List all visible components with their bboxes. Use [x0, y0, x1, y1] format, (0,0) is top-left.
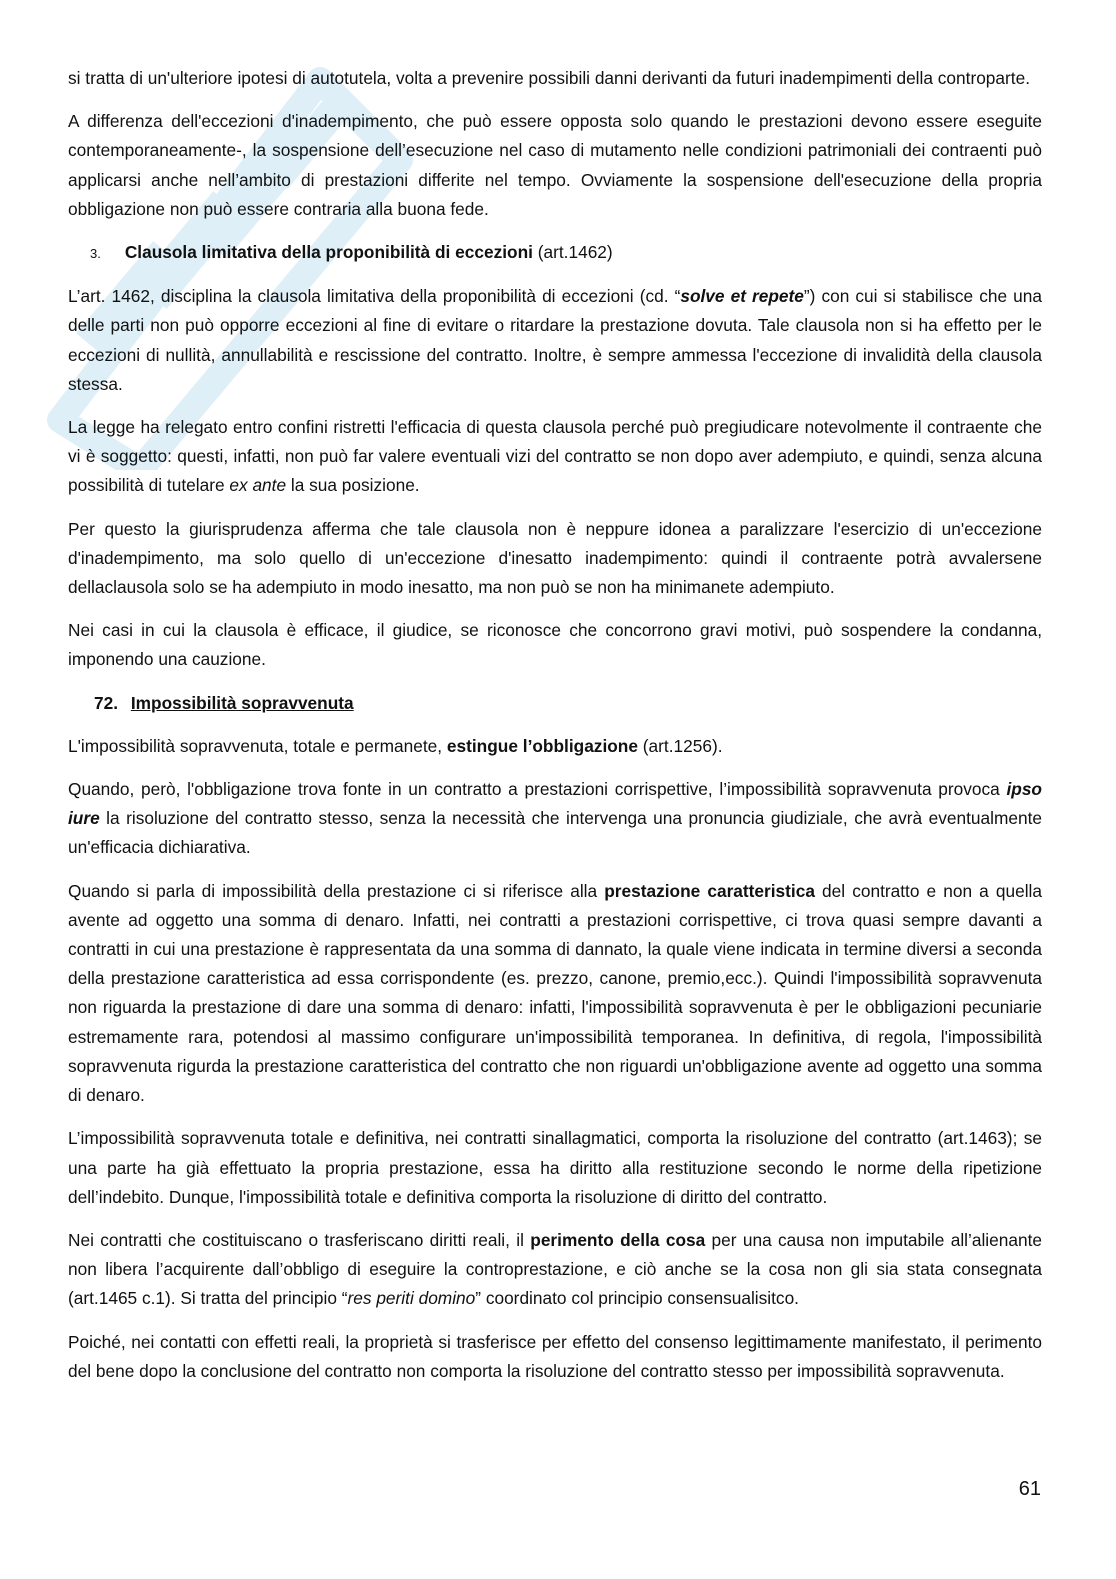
- paragraph-10: L’impossibilità sopravvenuta totale e definitiva, nei contratti sinallagmatici, comporta la risoluzione del contratto (art.1463); se una parte ha già effettuato la propria prestazione, essa ha diritto alla restituzione secondo le norme della ripetizione dell’indebito. Dunque, l'impossibilità totale e definitiva comporta la risoluzione di diritto del contratto.: [68, 1128, 1042, 1207]
- paragraph-9: Quando si parla di impossibilità della prestazione ci si riferisce alla prestazione caratteristica del contratto e non a quella avente ad oggetto una somma di denaro. Infatti, nei contratti a prestazioni corrispettive, ci trova quasi sempre davanti a contratti in cui una prestazione è rappresentata da una somma di dannato, la quale viene indicata in termine diversi a seconda della prestazione caratteristica ad essa corrispondente (es. prezzo, canone, premio,ecc.). Quindi l'impossibilità sopravvenuta non riguarda la prestazione di dare una somma di denaro: infatti, l'impossibilità sopravvenuta è per le obbligazioni pecuniarie estremamente rara, potendosi al massimo configurare un'impossibilità temporanea. In definitiva, di regola, l'impossibilità sopravvenuta rigurda la prestazione caratteristica del contratto che non riguardi un'obbligazione avente ad oggetto una somma di denaro.: [68, 880, 1042, 1106]
- paragraph-12: Poiché, nei contatti con effetti reali, la proprietà si trasferisce per effetto del consenso legittimamente manifestato, il perimento del bene dopo la conclusione del contratto non comporta la risoluzione del contratto stesso per impossibilità sopravvenuta.: [68, 1331, 1042, 1381]
- paragraph-2: A differenza dell'eccezioni d'inadempimento, che può essere opposta solo quando le prestazioni devono essere eseguite contemporaneamente-, la sospensione dell’esecuzione nel caso di mutamento nelle condizioni patrimoniali dei contraenti può applicarsi anche nell’ambito di prestazioni differite nel tempo. Ovviamente la sospensione dell'esecuzione della propria obbligazione non può essere contraria alla buona fede.: [68, 111, 1042, 219]
- paragraph-7: L'impossibilità sopravvenuta, totale e permanete, estingue l’obbligazione (art.1256).: [68, 735, 723, 756]
- section-heading-72: [68, 689, 1042, 718]
- section-title: Impossibilità sopravvenuta: [130, 692, 354, 713]
- document-body: [68, 64, 1042, 1400]
- paragraph-6: Nei casi in cui la clausola è efficace, il giudice, se riconosce che concorrono gravi motivi, può sospendere la condanna, imponendo una cauzione.: [68, 620, 1042, 670]
- paragraph-3: L’art. 1462, disciplina la clausola limitativa della proponibilità di eccezioni (cd. “solve et repete”) con cui si stabilisce che una delle parti non può opporre eccezioni al fine di evitare o ritardare la prestazione dovuta. Tale clausola non si ha effetto per le eccezioni di nullità, annullabilità e rescissione del contratto. Inoltre, è sempre ammessa l'eccezione di invalidità della clausola stessa.: [68, 286, 1042, 394]
- paragraph-1: si tratta di un'ulteriore ipotesi di autotutela, volta a prevenire possibili danni derivanti da futuri inadempimenti della controparte.: [68, 68, 1030, 88]
- list-item-number: 3.: [90, 246, 101, 262]
- section-number: 72.: [94, 692, 119, 713]
- page-number: 61: [1018, 1478, 1041, 1500]
- list-item-3: [68, 238, 1042, 268]
- paragraph-4: La legge ha relegato entro confini ristretti l'efficacia di questa clausola perché può pregiudicare notevolmente il contraente che vi è soggetto: questi, infatti, non può far valere eventuali vizi del contratto se non dopo aver adempiuto, e quindi, senza alcuna possibilità di tutelare ex ante la sua posizione.: [68, 417, 1042, 496]
- list-item-ref: (art.1462): [537, 242, 613, 263]
- paragraph-11: Nei contratti che costituiscano o trasferiscano diritti reali, il perimento della cosa per una causa non imputabile all’alienante non libera l’acquirente dall’obbligo di eseguire la controprestazione, e ciò anche se la cosa non gli sia stata consegnata (art.1465 c.1). Si tratta del principio “res periti domino” coordinato col principio consensualisitco.: [68, 1229, 1042, 1309]
- paragraph-8: Quando, però, l'obbligazione trova fonte in un contratto a prestazioni corrispettive, l’impossibilità sopravvenuta provoca ipso iure la risoluzione del contratto stesso, senza la necessità che intervenga una pronuncia giudiziale, che avrà eventualmente un'efficacia dichiarativa.: [68, 779, 1042, 858]
- list-item-title: Clausola limitativa della proponibilità di eccezioni: [124, 242, 533, 263]
- paragraph-5: Per questo la giurisprudenza afferma che tale clausola non è neppure idonea a paralizzare l'esercizio di un'eccezione d'inadempimento, ma solo quello di un'eccezione d'inesatto inadempimento: quindi il contraente potrà avvalersene dellaclausola solo se ha adempiuto in modo inesatto, ma non può se non ha minimanete adempiuto.: [68, 518, 1042, 598]
